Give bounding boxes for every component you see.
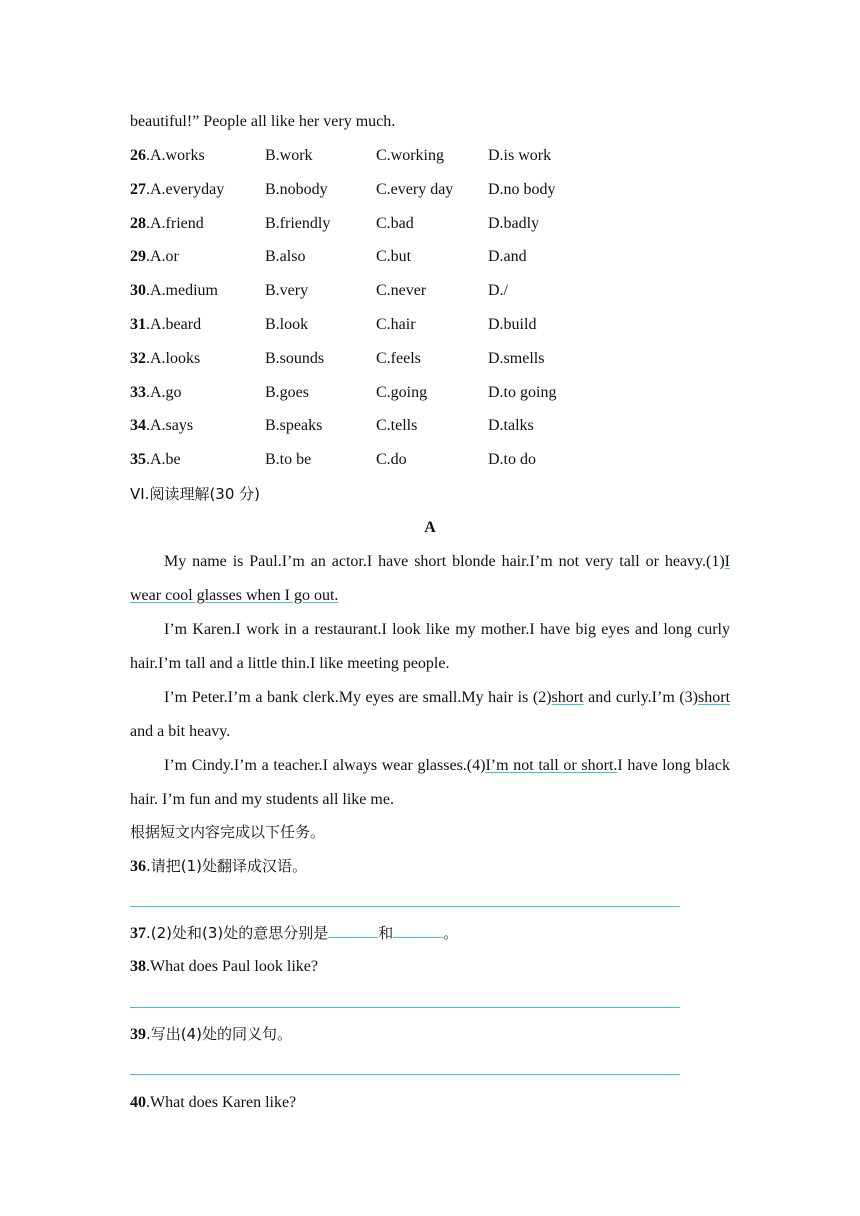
- option-a: 32.A.looks: [130, 349, 201, 367]
- option-d: D.smells: [488, 349, 545, 367]
- question-39: 39.写出(4)处的同义句。: [130, 1025, 293, 1043]
- option-b: B.friendly: [265, 214, 331, 232]
- section-title: VI.阅读理解(30 分): [130, 485, 261, 503]
- option-row: [130, 416, 730, 436]
- option-c: C.hair: [376, 316, 416, 333]
- option-c: C.tells: [376, 417, 418, 435]
- passage-paragraph-karen: I’m Karen.I work in a restaurant.I look like my mother.I have big eyes and long curly hair.I’m tall and a little thin.I like meeting people.: [130, 621, 730, 672]
- question-number: 34: [130, 417, 146, 435]
- option-row: [130, 383, 730, 403]
- question-number: 26: [130, 147, 146, 164]
- question-36: 36.请把(1)处翻译成汉语。: [130, 857, 308, 875]
- question-37: 37.(2)处和(3)处的意思分别是 和 。: [130, 924, 459, 942]
- option-c: C.going: [376, 383, 428, 401]
- option-b: B.to be: [265, 451, 312, 469]
- option-c: C.but: [376, 248, 412, 266]
- question-38: 38.What does Paul look like?: [130, 958, 318, 975]
- option-c: C.do: [376, 451, 407, 469]
- option-c: C.never: [376, 282, 427, 300]
- passage-paragraph-peter: I’m Peter.I’m a bank clerk.My eyes are small.My hair is (2)short and curly.I’m (3)short and a bit heavy.: [130, 689, 731, 740]
- option-d: D.badly: [488, 214, 540, 232]
- blank-37-2[interactable]: [393, 923, 443, 938]
- option-d: D.build: [488, 316, 537, 333]
- blank-37-1[interactable]: [328, 923, 378, 938]
- option-c: C.bad: [376, 214, 414, 232]
- option-d: D.to do: [488, 451, 536, 469]
- option-b: B.look: [265, 316, 309, 333]
- passage-label: A: [424, 519, 436, 536]
- underlined-sentence-4: I’m not tall or short.: [485, 757, 618, 774]
- option-row: [130, 315, 730, 335]
- question-number: 32: [130, 349, 146, 367]
- task-instruction: 根据短文内容完成以下任务。: [130, 823, 326, 841]
- option-b: B.nobody: [265, 180, 328, 198]
- intro-tail: beautiful!” People all like her very much.: [130, 113, 396, 130]
- option-a: 29.A.or: [130, 248, 179, 266]
- option-a: 35.A.be: [130, 451, 181, 469]
- option-d: D./: [488, 282, 508, 300]
- option-a: 33.A.go: [130, 383, 182, 401]
- option-c: C.working: [376, 147, 444, 164]
- option-d: D.is work: [488, 147, 552, 164]
- option-a: 34.A.says: [130, 417, 194, 435]
- option-b: B.speaks: [265, 417, 323, 435]
- option-a: 27.A.everyday: [130, 180, 225, 198]
- question-number: 33: [130, 383, 146, 401]
- option-b: B.very: [265, 282, 309, 300]
- passage-paragraph-cindy: I’m Cindy.I’m a teacher.I always wear glasses.(4)I’m not tall or short.I have long black hair. I’m fun and my students all like me.: [130, 757, 731, 808]
- option-row: [130, 349, 730, 369]
- option-row: [130, 180, 730, 200]
- option-b: B.work: [265, 147, 313, 164]
- question-40: 40.What does Karen like?: [130, 1094, 297, 1111]
- question-number: 27: [130, 180, 146, 198]
- option-d: D.to going: [488, 383, 557, 401]
- answer-line-36[interactable]: [130, 906, 680, 907]
- option-a: 26.A.works: [130, 147, 205, 164]
- option-row: [130, 450, 730, 470]
- option-b: B.sounds: [265, 349, 325, 367]
- question-number: 35: [130, 451, 146, 469]
- option-b: B.goes: [265, 383, 309, 401]
- question-number: 29: [130, 248, 146, 266]
- option-c: C.every day: [376, 180, 454, 198]
- option-row: [130, 247, 730, 267]
- question-number: 28: [130, 214, 146, 232]
- option-row: [130, 146, 730, 166]
- question-number: 31: [130, 316, 146, 333]
- option-a: 31.A.beard: [130, 316, 202, 333]
- option-b: B.also: [265, 248, 306, 266]
- underlined-word-3: short: [698, 689, 731, 706]
- question-number: 30: [130, 282, 146, 300]
- passage: [130, 545, 730, 817]
- passage-paragraph-paul: My name is Paul.I’m an actor.I have short blonde hair.I’m not very tall or heavy.(1)I wear cool glasses when I go out.: [130, 553, 730, 604]
- underlined-word-2: short: [551, 689, 584, 706]
- option-c: C.feels: [376, 349, 421, 367]
- option-a: 28.A.friend: [130, 214, 204, 232]
- option-row: [130, 214, 730, 234]
- option-d: D.and: [488, 248, 527, 266]
- option-d: D.talks: [488, 417, 534, 435]
- underlined-sentence-1: I wear cool glasses when I go out.: [130, 553, 730, 604]
- answer-line-39[interactable]: [130, 1074, 680, 1075]
- option-a: 30.A.medium: [130, 282, 218, 300]
- answer-line-38[interactable]: [130, 1007, 680, 1008]
- option-d: D.no body: [488, 180, 556, 198]
- option-row: [130, 281, 730, 301]
